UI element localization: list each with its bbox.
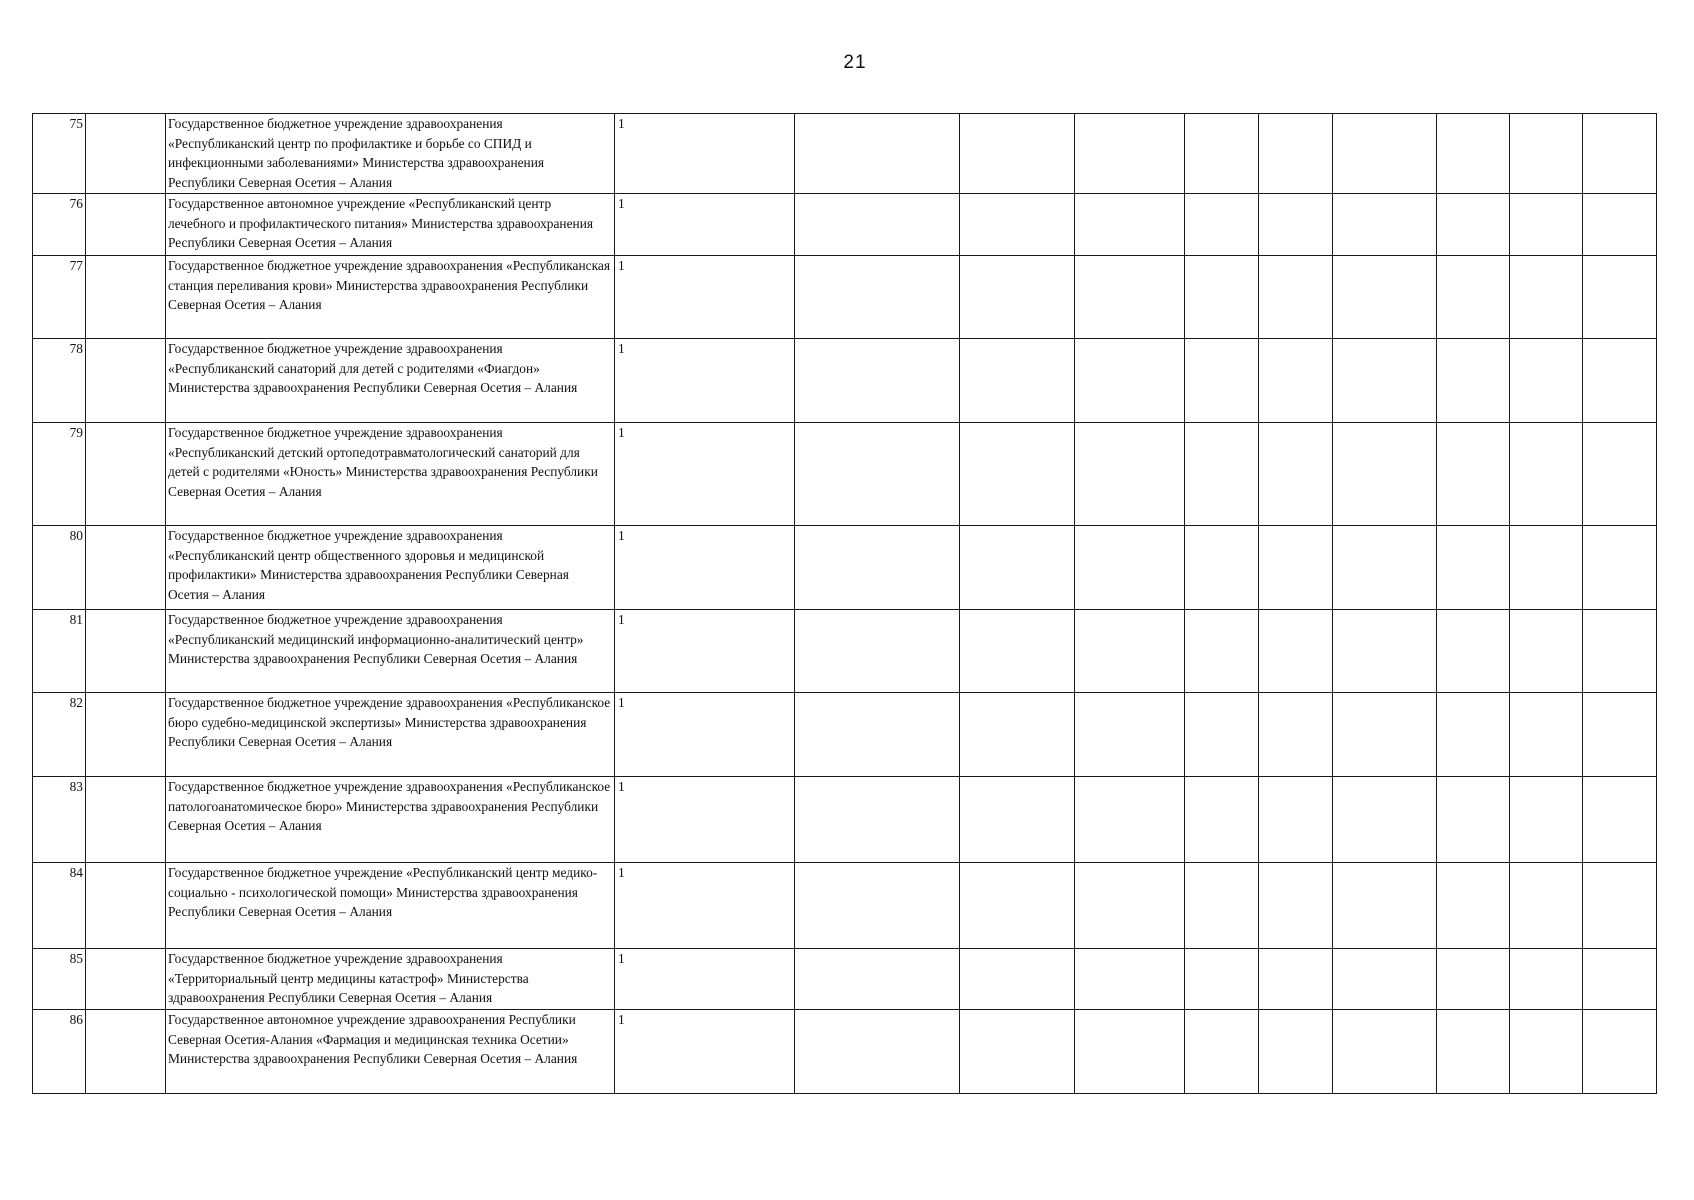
quantity-cell: 1 bbox=[615, 339, 795, 423]
row-number-cell: 77 bbox=[33, 256, 86, 339]
empty-cell bbox=[1510, 610, 1583, 693]
code-cell bbox=[86, 863, 166, 949]
row-number-cell: 76 bbox=[33, 194, 86, 256]
row-number-cell: 78 bbox=[33, 339, 86, 423]
quantity-cell: 1 bbox=[615, 949, 795, 1010]
empty-cell bbox=[795, 423, 960, 526]
empty-cell bbox=[1583, 526, 1657, 610]
empty-cell bbox=[1185, 114, 1259, 194]
quantity-cell: 1 bbox=[615, 526, 795, 610]
quantity-cell: 1 bbox=[615, 423, 795, 526]
quantity-cell: 1 bbox=[615, 1010, 795, 1094]
code-cell bbox=[86, 777, 166, 863]
quantity-cell: 1 bbox=[615, 610, 795, 693]
empty-cell bbox=[1333, 339, 1437, 423]
institution-name-cell: Государственное бюджетное учреждение здравоохранения «Территориальный центр медицины катастроф» Министерства здравоохранения Республики Северная Осетия – Алания bbox=[166, 949, 615, 1010]
empty-cell bbox=[795, 339, 960, 423]
empty-cell bbox=[960, 339, 1075, 423]
table-row bbox=[33, 114, 1657, 194]
empty-cell bbox=[795, 610, 960, 693]
empty-cell bbox=[1333, 194, 1437, 256]
empty-cell bbox=[1185, 526, 1259, 610]
empty-cell bbox=[1333, 777, 1437, 863]
empty-cell bbox=[960, 863, 1075, 949]
empty-cell bbox=[795, 693, 960, 777]
empty-cell bbox=[1583, 863, 1657, 949]
empty-cell bbox=[1075, 194, 1185, 256]
code-cell bbox=[86, 194, 166, 256]
empty-cell bbox=[1333, 526, 1437, 610]
empty-cell bbox=[1075, 693, 1185, 777]
empty-cell bbox=[795, 777, 960, 863]
empty-cell bbox=[1333, 693, 1437, 777]
empty-cell bbox=[1583, 423, 1657, 526]
row-number-cell: 80 bbox=[33, 526, 86, 610]
empty-cell bbox=[1583, 1010, 1657, 1094]
empty-cell bbox=[1510, 526, 1583, 610]
empty-cell bbox=[1075, 610, 1185, 693]
quantity-cell: 1 bbox=[615, 114, 795, 194]
empty-cell bbox=[1185, 256, 1259, 339]
empty-cell bbox=[1185, 610, 1259, 693]
quantity-cell: 1 bbox=[615, 256, 795, 339]
empty-cell bbox=[1583, 114, 1657, 194]
empty-cell bbox=[1185, 339, 1259, 423]
empty-cell bbox=[795, 949, 960, 1010]
empty-cell bbox=[960, 114, 1075, 194]
code-cell bbox=[86, 256, 166, 339]
empty-cell bbox=[1259, 863, 1333, 949]
empty-cell bbox=[1437, 693, 1510, 777]
empty-cell bbox=[1259, 114, 1333, 194]
empty-cell bbox=[1259, 693, 1333, 777]
empty-cell bbox=[960, 256, 1075, 339]
code-cell bbox=[86, 114, 166, 194]
empty-cell bbox=[1437, 114, 1510, 194]
institution-name-cell: Государственное бюджетное учреждение здравоохранения «Республиканский санаторий для детей с родителями «Фиагдон» Министерства здравоохранения Республики Северная Осетия – Алания bbox=[166, 339, 615, 423]
page-number: 21 bbox=[843, 52, 867, 73]
empty-cell bbox=[1185, 949, 1259, 1010]
registry-table bbox=[32, 113, 1657, 1094]
empty-cell bbox=[1437, 777, 1510, 863]
empty-cell bbox=[1510, 693, 1583, 777]
row-number-cell: 84 bbox=[33, 863, 86, 949]
empty-cell bbox=[1510, 256, 1583, 339]
quantity-cell: 1 bbox=[615, 863, 795, 949]
empty-cell bbox=[1583, 256, 1657, 339]
table-row bbox=[33, 949, 1657, 1010]
empty-cell bbox=[960, 194, 1075, 256]
code-cell bbox=[86, 526, 166, 610]
quantity-cell: 1 bbox=[615, 194, 795, 256]
empty-cell bbox=[1510, 339, 1583, 423]
empty-cell bbox=[1075, 339, 1185, 423]
empty-cell bbox=[1259, 256, 1333, 339]
empty-cell bbox=[1259, 194, 1333, 256]
empty-cell bbox=[795, 114, 960, 194]
empty-cell bbox=[795, 526, 960, 610]
empty-cell bbox=[1510, 777, 1583, 863]
empty-cell bbox=[1259, 949, 1333, 1010]
institution-name-cell: Государственное бюджетное учреждение здравоохранения «Республиканский центр общественного здоровья и медицинской профилактики» Министерства здравоохранения Республики Северная Осетия – Алания bbox=[166, 526, 615, 610]
institution-name-cell: Государственное бюджетное учреждение здравоохранения «Республиканское патологоанатомическое бюро» Министерства здравоохранения Республики Северная Осетия – Алания bbox=[166, 777, 615, 863]
empty-cell bbox=[795, 194, 960, 256]
code-cell bbox=[86, 610, 166, 693]
empty-cell bbox=[795, 1010, 960, 1094]
row-number-cell: 86 bbox=[33, 1010, 86, 1094]
code-cell bbox=[86, 339, 166, 423]
empty-cell bbox=[1437, 194, 1510, 256]
empty-cell bbox=[1437, 256, 1510, 339]
table-row bbox=[33, 777, 1657, 863]
row-number-cell: 81 bbox=[33, 610, 86, 693]
empty-cell bbox=[1185, 693, 1259, 777]
table-row bbox=[33, 693, 1657, 777]
quantity-cell: 1 bbox=[615, 777, 795, 863]
empty-cell bbox=[1185, 777, 1259, 863]
empty-cell bbox=[1510, 1010, 1583, 1094]
empty-cell bbox=[1333, 423, 1437, 526]
row-number-cell: 79 bbox=[33, 423, 86, 526]
empty-cell bbox=[1333, 949, 1437, 1010]
table-row bbox=[33, 194, 1657, 256]
empty-cell bbox=[1583, 693, 1657, 777]
empty-cell bbox=[1583, 194, 1657, 256]
empty-cell bbox=[1075, 114, 1185, 194]
code-cell bbox=[86, 949, 166, 1010]
empty-cell bbox=[1185, 1010, 1259, 1094]
empty-cell bbox=[1075, 423, 1185, 526]
empty-cell bbox=[1437, 1010, 1510, 1094]
row-number-cell: 82 bbox=[33, 693, 86, 777]
institution-name-cell: Государственное бюджетное учреждение «Республиканский центр медико-социально - психологической помощи» Министерства здравоохранения Республики Северная Осетия – Алания bbox=[166, 863, 615, 949]
empty-cell bbox=[1333, 1010, 1437, 1094]
empty-cell bbox=[1437, 423, 1510, 526]
code-cell bbox=[86, 423, 166, 526]
institution-name-cell: Государственное бюджетное учреждение здравоохранения «Республиканское бюро судебно-медицинской экспертизы» Министерства здравоохранения Республики Северная Осетия – Алания bbox=[166, 693, 615, 777]
empty-cell bbox=[1259, 1010, 1333, 1094]
table-row bbox=[33, 339, 1657, 423]
empty-cell bbox=[1583, 610, 1657, 693]
empty-cell bbox=[1437, 526, 1510, 610]
quantity-cell: 1 bbox=[615, 693, 795, 777]
table-row bbox=[33, 256, 1657, 339]
empty-cell bbox=[1075, 256, 1185, 339]
institution-name-cell: Государственное автономное учреждение «Республиканский центр лечебного и профилактического питания» Министерства здравоохранения Республики Северная Осетия – Алания bbox=[166, 194, 615, 256]
empty-cell bbox=[1333, 114, 1437, 194]
institution-name-cell: Государственное бюджетное учреждение здравоохранения «Республиканский детский ортопедотравматологический санаторий для детей с родителями «Юность» Министерства здравоохранения Республики Северная Осетия – Алания bbox=[166, 423, 615, 526]
empty-cell bbox=[960, 949, 1075, 1010]
empty-cell bbox=[1075, 526, 1185, 610]
empty-cell bbox=[1185, 194, 1259, 256]
empty-cell bbox=[1437, 339, 1510, 423]
institution-name-cell: Государственное автономное учреждение здравоохранения Республики Северная Осетия-Алания «Фармация и медицинская техника Осетии» Министерства здравоохранения Республики Северная Осетия – Алания bbox=[166, 1010, 615, 1094]
row-number-cell: 75 bbox=[33, 114, 86, 194]
empty-cell bbox=[1185, 423, 1259, 526]
empty-cell bbox=[1510, 949, 1583, 1010]
table-row bbox=[33, 610, 1657, 693]
empty-cell bbox=[1583, 777, 1657, 863]
empty-cell bbox=[795, 863, 960, 949]
empty-cell bbox=[1437, 610, 1510, 693]
empty-cell bbox=[1259, 339, 1333, 423]
empty-cell bbox=[1510, 863, 1583, 949]
table-row bbox=[33, 1010, 1657, 1094]
empty-cell bbox=[1259, 526, 1333, 610]
institution-name-cell: Государственное бюджетное учреждение здравоохранения «Республиканская станция переливания крови» Министерства здравоохранения Республики Северная Осетия – Алания bbox=[166, 256, 615, 339]
empty-cell bbox=[1333, 863, 1437, 949]
empty-cell bbox=[1437, 863, 1510, 949]
empty-cell bbox=[795, 256, 960, 339]
code-cell bbox=[86, 693, 166, 777]
empty-cell bbox=[1583, 949, 1657, 1010]
institution-name-cell: Государственное бюджетное учреждение здравоохранения «Республиканский медицинский информационно-аналитический центр» Министерства здравоохранения Республики Северная Осетия – Алания bbox=[166, 610, 615, 693]
empty-cell bbox=[960, 693, 1075, 777]
institution-name-cell: Государственное бюджетное учреждение здравоохранения «Республиканский центр по профилактике и борьбе со СПИД и инфекционными заболеваниями» Министерства здравоохранения Республики Северная Осетия – Алания bbox=[166, 114, 615, 194]
code-cell bbox=[86, 1010, 166, 1094]
empty-cell bbox=[1333, 256, 1437, 339]
table-body bbox=[33, 114, 1657, 1094]
row-number-cell: 83 bbox=[33, 777, 86, 863]
empty-cell bbox=[1185, 863, 1259, 949]
empty-cell bbox=[960, 610, 1075, 693]
empty-cell bbox=[960, 777, 1075, 863]
empty-cell bbox=[1437, 949, 1510, 1010]
empty-cell bbox=[1510, 114, 1583, 194]
empty-cell bbox=[1259, 610, 1333, 693]
table-row bbox=[33, 863, 1657, 949]
row-number-cell: 85 bbox=[33, 949, 86, 1010]
empty-cell bbox=[1075, 949, 1185, 1010]
empty-cell bbox=[1259, 777, 1333, 863]
empty-cell bbox=[960, 526, 1075, 610]
empty-cell bbox=[1075, 777, 1185, 863]
empty-cell bbox=[1510, 194, 1583, 256]
table-row bbox=[33, 423, 1657, 526]
empty-cell bbox=[1583, 339, 1657, 423]
empty-cell bbox=[1075, 863, 1185, 949]
empty-cell bbox=[1510, 423, 1583, 526]
empty-cell bbox=[1075, 1010, 1185, 1094]
table-row bbox=[33, 526, 1657, 610]
empty-cell bbox=[1259, 423, 1333, 526]
empty-cell bbox=[1333, 610, 1437, 693]
empty-cell bbox=[960, 423, 1075, 526]
empty-cell bbox=[960, 1010, 1075, 1094]
